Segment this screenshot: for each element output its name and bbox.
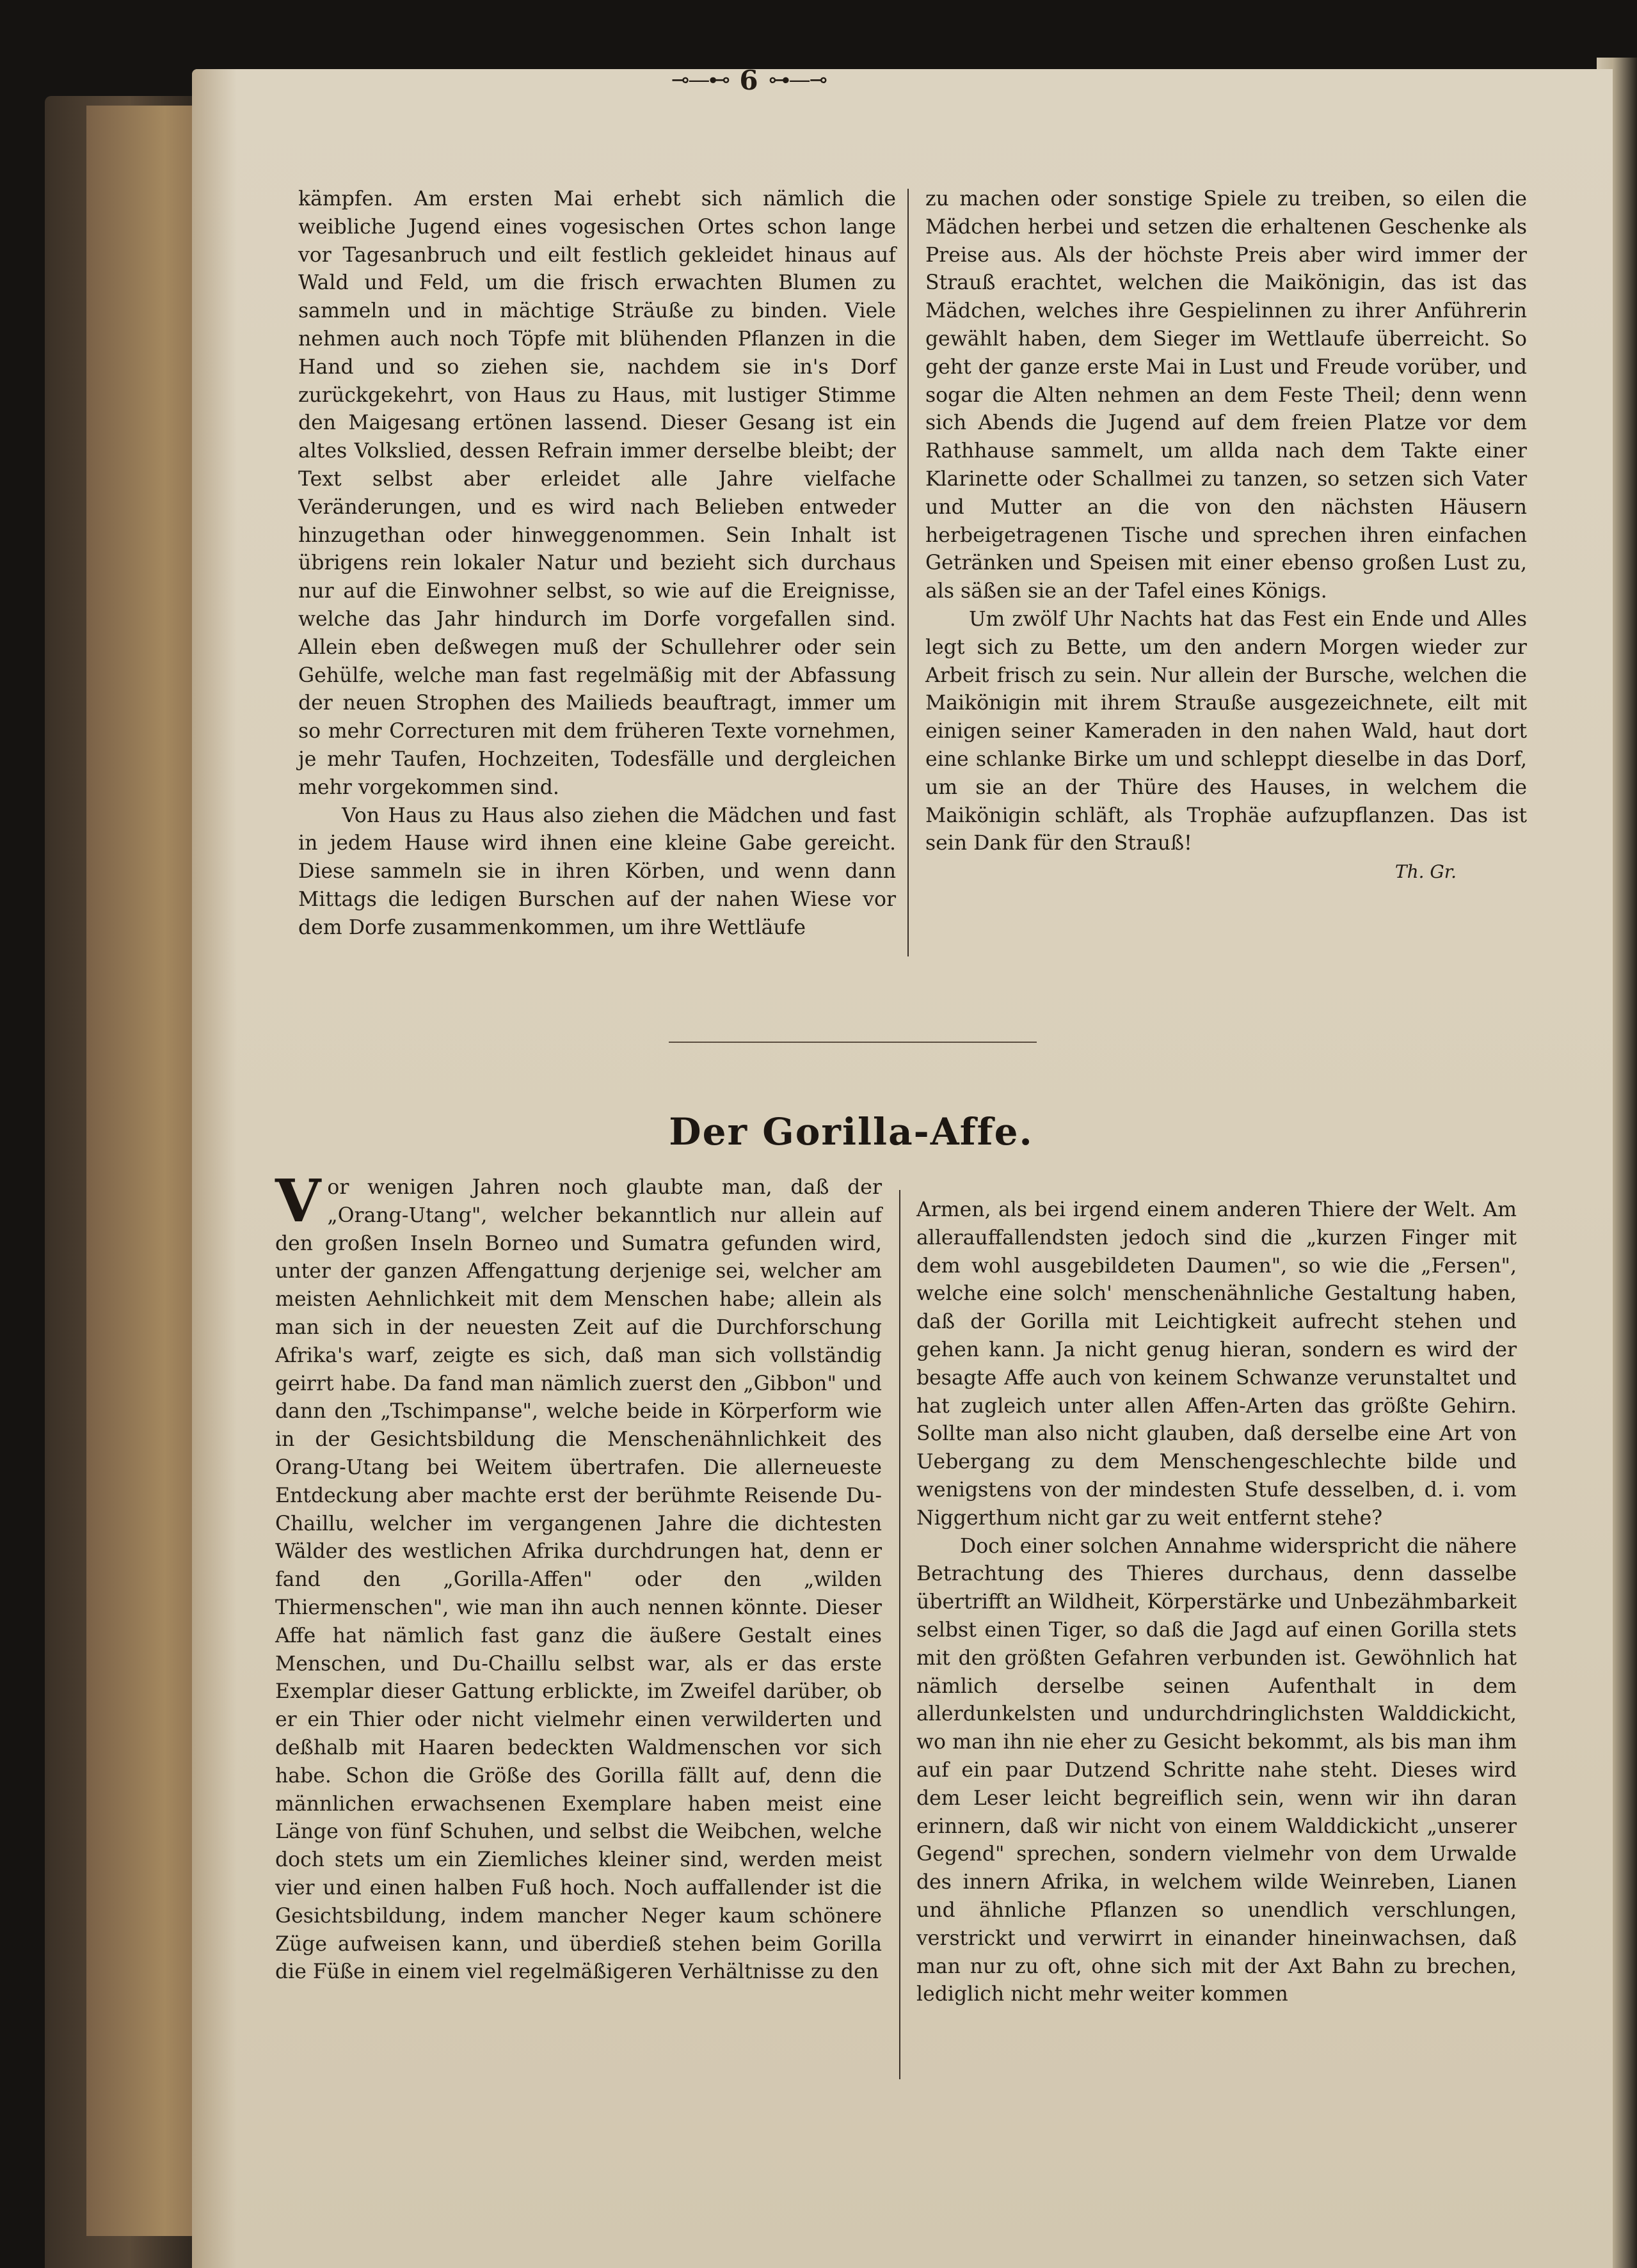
paragraph: Von Haus zu Haus also ziehen die Mädchen und fast in jedem Hause wird ihnen eine kleine Gabe gereicht. Diese sammeln sie in ihren Körben, und wenn dann Mittags die ledigen Burschen auf der nahen Wiese vor dem Dorfe zusammenkommen, um ihre Wettläufe bbox=[298, 804, 896, 939]
page-header bbox=[614, 64, 883, 96]
paragraph: zu machen oder sonstige Spiele zu treiben, so eilen die Mädchen herbei und setzen die erhaltenen Geschenke als Preise aus. Als der höchste Preis aber wird immer der Strauß erachtet, welchen die Maikönigin, das ist das Mädchen, welches ihre Gespielinnen zu ihrer Anführerin gewählt haben, dem Sieger im Wettlaufe überreicht. So geht der ganze erste Mai in Lust und Freude vorüber, und sogar die Alten nehmen an dem Feste Theil; denn wenn sich Abends die Jugend auf dem freien Platze vor dem Rathhause sammelt, um allda nach dem Takte einer Klarinette oder Schallmei zu tanzen, so setzen sich Vater und Mutter an die von den nächsten Häusern herbeigetragenen Tische und sprechen ihren einfachen Getränken und Speisen mit einer ebenso großen Lust zu, als säßen sie an der Tafel eines Königs. bbox=[925, 187, 1527, 603]
top-left-column bbox=[298, 186, 896, 979]
gorilla-right-column bbox=[916, 1196, 1517, 2066]
paragraph: Doch einer solchen Annahme widerspricht die nähere Betrachtung des Thieres durchaus, denn dasselbe übertrifft an Wildheit, Körperstärke und Unbezähmbarkeit selbst einen Tiger, so daß die Jagd auf einen Gorilla stets mit den größten Gefahren verbunden ist. Gewöhnlich hat nämlich derselbe seinen Aufenthalt in dem allerdunkelsten und undurchdringlichsten Walddickicht, wo man ihn nie eher zu Gesicht bekommt, als bis man ihm auf ein paar Dutzend Schritte nahe steht. Dieses wird dem Leser leicht begreiflich sein, wenn wir ihn daran erinnern, daß wir nicht von einem Walddickicht „unserer Gegend" sprechen, sondern vielmehr von dem Urwalde des innern Afrika, in welchem wilde Weinreben, Lianen und ähnliche Pflanzen so unendlich verschlungen, verstrickt und verwirrt in einander hineinwachsen, daß man nur zu oft, ohne sich mit der Axt Bahn zu brechen, lediglich nicht mehr weiter kommen bbox=[916, 1534, 1517, 2006]
paragraph: kämpfen. Am ersten Mai erhebt sich nämlich die weibliche Jugend eines vogesischen Ortes schon lange vor Tagesanbruch und eilt festlich gekleidet hinaus auf Wald und Feld, um die frisch erwachten Blumen zu sammeln und in mächtige Sträuße zu binden. Viele nehmen auch noch Töpfe mit blühenden Pflanzen in die Hand und so ziehen sie, nachdem sie in's Dorf zurückgekehrt, von Haus zu Haus, mit lustiger Stimme den Maigesang ertönen lassend. Dieser Gesang ist ein altes Volkslied, dessen Refrain immer derselbe bleibt; der Text selbst aber erleidet alle Jahre vielfache Veränderungen, und es wird nach Belieben entweder hinzugethan oder hinweggenommen. Sein Inhalt ist übrigens rein lokaler Natur und bezieht sich durchaus nur auf die Einwohner selbst, so wie auf die Ereignisse, welche das Jahr hindurch im Dorfe vorgefallen sind. Allein eben deßwegen muß der Schullehrer oder sein Gehülfe, welche man fast regelmäßig mit der Abfassung der neuen Strophen des Mailieds beauftragt, immer um so mehr Correcturen mit dem früheren Texte vornehmen, je mehr Taufen, Hochzeiten, Todesfälle und dergleichen mehr vorgekommen sind. bbox=[298, 187, 896, 799]
top-right-column bbox=[925, 186, 1527, 960]
drop-cap: V bbox=[275, 1166, 321, 1235]
section-divider bbox=[669, 1042, 1037, 1043]
paragraph: Um zwölf Uhr Nachts hat das Fest ein Ende und Alles legt sich zu Bette, um den andern Morgen wieder zur Arbeit frisch zu sein. Nur allein der Bursche, welchen die Maikönigin mit ihrem Strauße ausgezeichnete, eilt mit einigen seiner Kameraden in den nahen Wald, haut dort eine schlanke Birke um und schleppt dieselbe in das Dorf, um sie an der Thüre des Hauses, in welchem die Maikönigin schläft, als Trophäe aufzupflanzen. Das ist sein Dank für den Strauß! bbox=[925, 607, 1527, 855]
signature: Th. Gr. bbox=[1394, 861, 1457, 883]
page-stack-edge bbox=[86, 106, 198, 2236]
gorilla-left-column bbox=[275, 1166, 882, 2108]
column-rule-top bbox=[907, 189, 909, 956]
ornament-left: ⊸—⊷ bbox=[671, 67, 730, 93]
paragraph-text: or wenigen Jahren noch glaubte man, daß der „Orang-Utang", welcher bekanntlich nur allein auf den großen Inseln Borneo und Sumatra gefunden wird, unter der ganzen Affengattung derjenige sei, welcher am meisten Aehnlichkeit mit dem Menschen habe; allein als man sich in der neuesten Zeit auf die Durchforschung Afrika's warf, zeigte es sich, daß man sich vollständig geirrt habe. Da fand man nämlich zuerst den „Gibbon" und dann den „Tschimpanse", welche beide in Körperform wie in der Gesichtsbildung die Menschenähnlichkeit des Orang-Utang bei Weitem übertrafen. Die allerneueste Entdeckung aber machte erst der berühmte Reisende Du-Chaillu, welcher im vergangenen Jahre die dichtesten Wälder des westlichen Afrika durchdrungen hat, denn er fand den „Gorilla-Affen" oder den „wilden Thiermenschen", wie man ihn auch nennen könnte. Dieser Affe hat nämlich fast ganz die äußere Gestalt eines Menschen, und Du-Chaillu selbst war, als er das erste Exemplar dieser Gattung erblickte, im Zweifel darüber, ob er ein Thier oder nicht vielmehr einen verwilderten und deßhalb mit Haaren bedeckten Waldmenschen vor sich habe. Schon die Größe des Gorilla fällt auf, denn die männlichen erwachsenen Exemplare haben meist eine Länge von fünf Schuhen, und selbst die Weibchen, welche doch stets um ein Ziemliches kleiner sind, werden meist vier und einen halben Fuß hoch. Noch auffallender ist die Gesichtsbildung, indem mancher Neger kaum schönere Züge aufweisen kann, und überdieß stehen beim Gorilla die Füße in einem viel regelmäßigeren Verhältnisse zu den bbox=[275, 1176, 882, 1984]
ornament-right: ⊶—⊸ bbox=[768, 67, 827, 93]
paragraph: Armen, als bei irgend einem anderen Thiere der Welt. Am allerauffallendsten jedoch sind die „kurzen Finger mit dem wohl ausgebildeten Daumen", so wie die „Fersen", welche eine solch' menschenähnliche Gestaltung haben, daß der Gorilla mit Leichtigkeit aufrecht stehen und gehen kann. Ja nicht genug hieran, sondern es wird der besagte Affe auch von keinem Schwanze verunstaltet und hat zugleich unter allen Affen-Arten das größte Gehirn. Sollte man also nicht glauben, daß derselbe eine Art von Uebergang zu dem Menschengeschlechte bilde und wenigstens von der mindesten Stufe desselben, d. i. vom Niggerthum nicht gar zu weit entfernt stehe? bbox=[916, 1198, 1517, 1530]
column-rule-bottom bbox=[899, 1190, 900, 2079]
paragraph bbox=[275, 1166, 882, 1986]
page-number: 6 bbox=[739, 64, 758, 96]
article-title: Der Gorilla-Affe. bbox=[669, 1110, 1034, 1154]
